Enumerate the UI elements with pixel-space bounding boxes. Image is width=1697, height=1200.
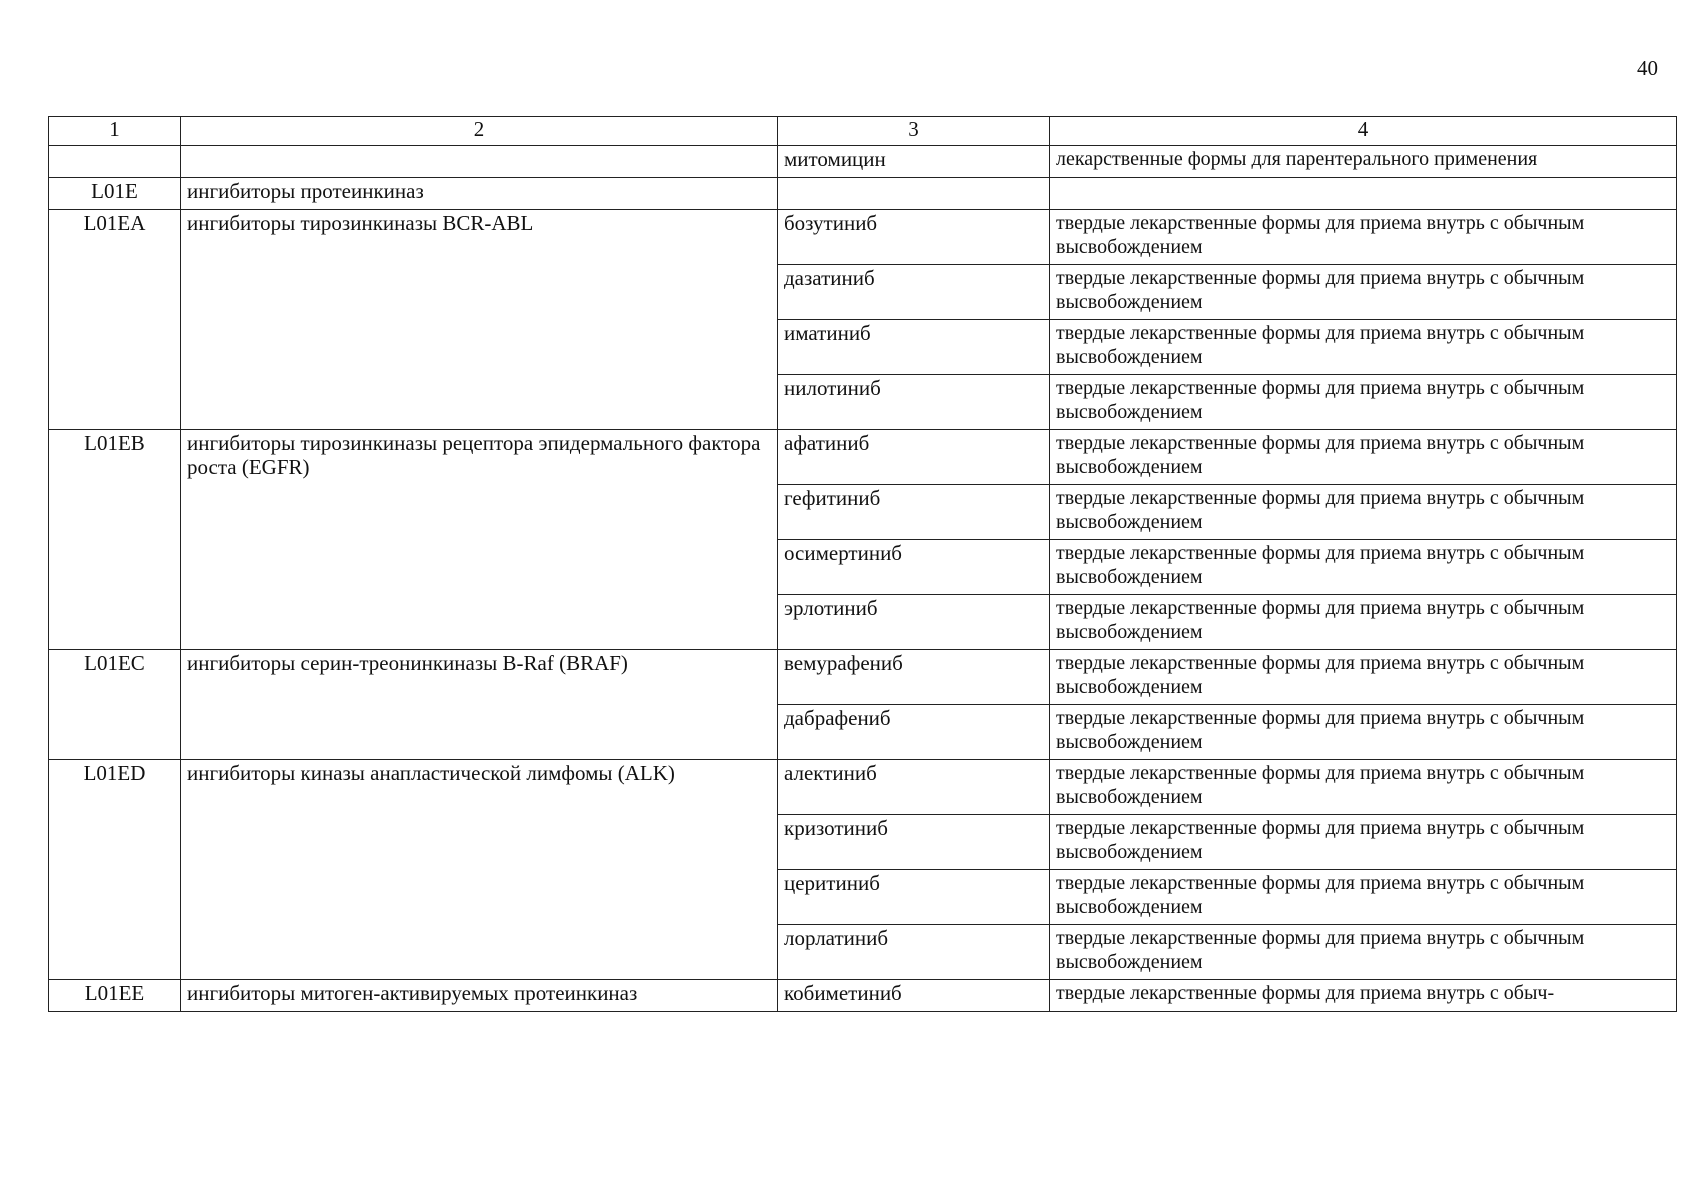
dosage-form-cell: твердые лекарственные формы для приема внутрь с обычным высвобождением [1050, 540, 1677, 595]
column-number-1: 1 [49, 117, 181, 146]
dosage-form-cell: твердые лекарственные формы для приема внутрь с обычным высвобождением [1050, 815, 1677, 870]
atc-code-cell: L01EA [49, 210, 181, 430]
column-number-2: 2 [181, 117, 778, 146]
group-name-cell [181, 146, 778, 178]
group-name-cell: ингибиторы серин-треонинкиназы B-Raf (BRAF) [181, 650, 778, 760]
drug-name-cell: гефитиниб [778, 485, 1050, 540]
dosage-form-cell: твердые лекарственные формы для приема внутрь с обычным высвобождением [1050, 705, 1677, 760]
drug-name-cell: церитиниб [778, 870, 1050, 925]
table-row [49, 760, 1677, 815]
table-body [49, 146, 1677, 1012]
drug-name-cell: иматиниб [778, 320, 1050, 375]
drug-name-cell: эрлотиниб [778, 595, 1050, 650]
dosage-form-cell: твердые лекарственные формы для приема внутрь с обычным высвобождением [1050, 760, 1677, 815]
dosage-form-cell: твердые лекарственные формы для приема внутрь с обычным высвобождением [1050, 320, 1677, 375]
table-row [49, 650, 1677, 705]
table-row [49, 178, 1677, 210]
dosage-form-cell: твердые лекарственные формы для приема внутрь с обычным высвобождением [1050, 485, 1677, 540]
group-name-cell: ингибиторы киназы анапластической лимфомы (ALK) [181, 760, 778, 980]
atc-code-cell: L01E [49, 178, 181, 210]
dosage-form-cell: твердые лекарственные формы для приема внутрь с обычным высвобождением [1050, 265, 1677, 320]
table-row [49, 146, 1677, 178]
drug-name-cell: вемурафениб [778, 650, 1050, 705]
drug-name-cell: афатиниб [778, 430, 1050, 485]
atc-code-cell [49, 146, 181, 178]
column-number-row [49, 117, 1677, 146]
dosage-form-cell: твердые лекарственные формы для приема внутрь с обычным высвобождением [1050, 595, 1677, 650]
drug-name-cell: осимертиниб [778, 540, 1050, 595]
drug-name-cell: бозутиниб [778, 210, 1050, 265]
atc-code-cell: L01EB [49, 430, 181, 650]
drug-list-table [48, 116, 1677, 1012]
drug-name-cell: кобиметиниб [778, 980, 1050, 1012]
drug-name-cell: нилотиниб [778, 375, 1050, 430]
group-name-cell: ингибиторы протеинкиназ [181, 178, 778, 210]
group-name-cell: ингибиторы тирозинкиназы BCR-ABL [181, 210, 778, 430]
atc-code-cell: L01EE [49, 980, 181, 1012]
table-row [49, 430, 1677, 485]
drug-name-cell: алектиниб [778, 760, 1050, 815]
dosage-form-cell: твердые лекарственные формы для приема внутрь с обычным высвобождением [1050, 210, 1677, 265]
drug-name-cell: дазатиниб [778, 265, 1050, 320]
dosage-form-cell: твердые лекарственные формы для приема внутрь с обычным высвобождением [1050, 925, 1677, 980]
dosage-form-cell: твердые лекарственные формы для приема внутрь с обычным высвобождением [1050, 430, 1677, 485]
drug-name-cell: лорлатиниб [778, 925, 1050, 980]
column-number-3: 3 [778, 117, 1050, 146]
drug-name-cell [778, 178, 1050, 210]
drug-name-cell: дабрафениб [778, 705, 1050, 760]
table-row [49, 980, 1677, 1012]
dosage-form-cell: твердые лекарственные формы для приема внутрь с обычным высвобождением [1050, 650, 1677, 705]
group-name-cell: ингибиторы митоген-активируемых протеинкиназ [181, 980, 778, 1012]
column-number-4: 4 [1050, 117, 1677, 146]
dosage-form-cell: твердые лекарственные формы для приема внутрь с обыч- [1050, 980, 1677, 1012]
atc-code-cell: L01EC [49, 650, 181, 760]
dosage-form-cell: твердые лекарственные формы для приема внутрь с обычным высвобождением [1050, 870, 1677, 925]
group-name-cell: ингибиторы тирозинкиназы рецептора эпидермального фактора роста (EGFR) [181, 430, 778, 650]
dosage-form-cell: лекарственные формы для парентерального применения [1050, 146, 1677, 178]
drug-name-cell: кризотиниб [778, 815, 1050, 870]
atc-code-cell: L01ED [49, 760, 181, 980]
drug-name-cell: митомицин [778, 146, 1050, 178]
table-row [49, 210, 1677, 265]
dosage-form-cell: твердые лекарственные формы для приема внутрь с обычным высвобождением [1050, 375, 1677, 430]
page-number: 40 [1637, 56, 1658, 80]
dosage-form-cell [1050, 178, 1677, 210]
